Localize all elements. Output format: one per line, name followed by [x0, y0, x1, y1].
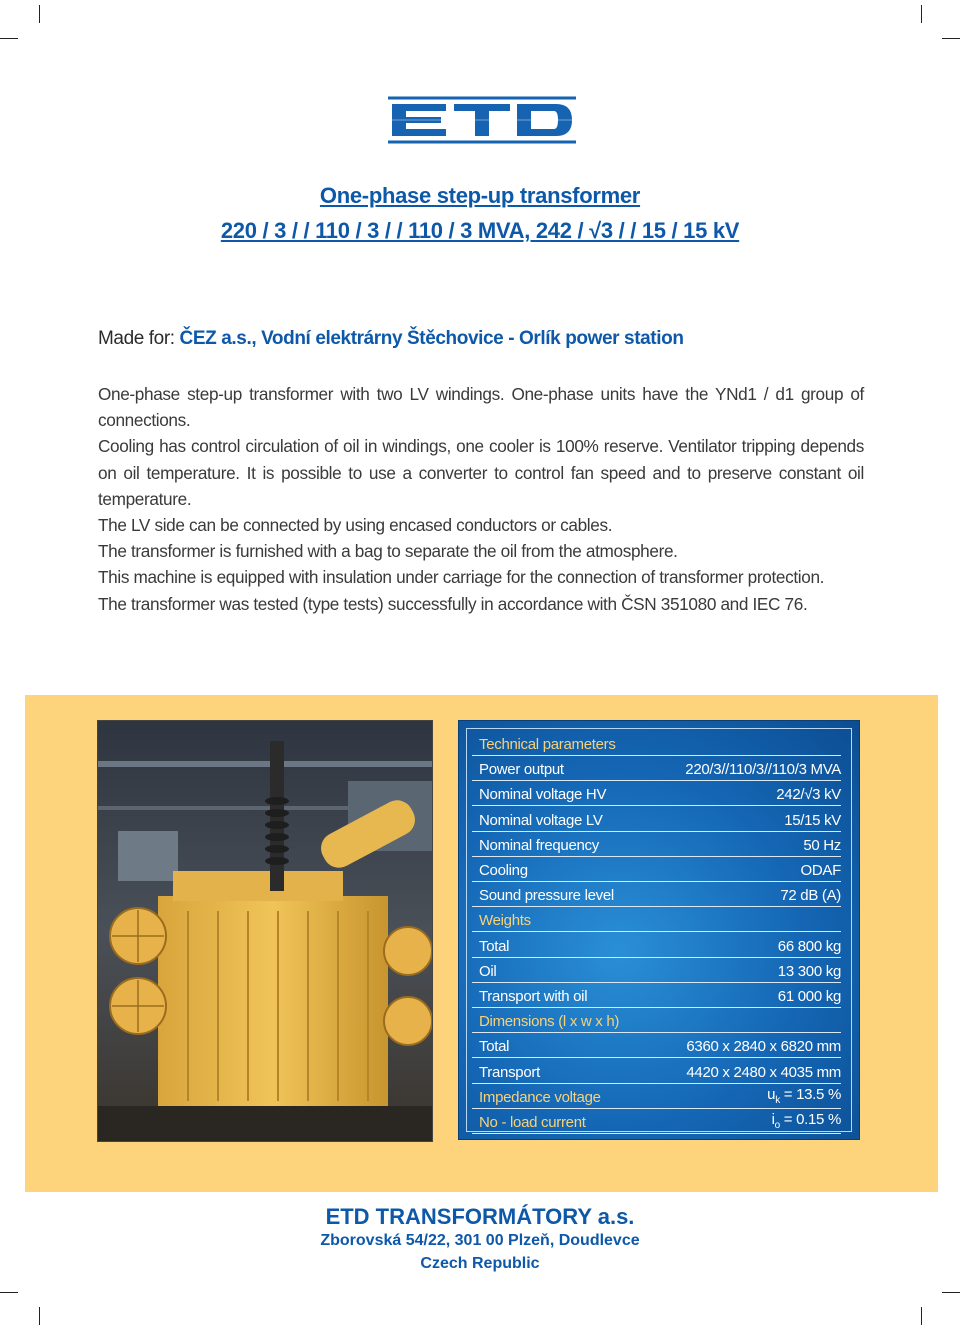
tech-row-label: Nominal frequency: [479, 836, 599, 854]
description-paragraph: Cooling has control circulation of oil in windings, one cooler is 100% reserve. Ventilator tripping depends on oil temperature. It is possible to use a converter to control fan speed and to preserve constant oil temperature.: [98, 436, 864, 509]
tech-row: [472, 1061, 841, 1084]
tech-row-label: Transport with oil: [479, 988, 588, 1005]
tech-row: [472, 985, 841, 1008]
tech-row: [472, 884, 841, 907]
tech-row-value-rest: = 13.5 %: [779, 1085, 841, 1103]
description-paragraph: This machine is equipped with insulation under carriage for the connection of transformer protection.: [98, 567, 825, 588]
tech-row: [472, 1111, 841, 1134]
description-paragraph: The LV side can be connected by using encased conductors or cables.: [98, 515, 613, 536]
tech-row-subscript: o: [774, 1120, 780, 1131]
client-name: ČEZ a.s., Vodní elektrárny Štěchovice - Orlík power station: [179, 328, 684, 349]
tech-row: [472, 783, 841, 806]
tech-row: [472, 909, 841, 932]
tech-row-value: 6360 x 2840 x 6820 mm: [686, 1038, 841, 1056]
description: [98, 381, 864, 617]
tech-row-value: 72 dB (A): [780, 887, 841, 905]
tech-row-value: 13 300 kg: [777, 962, 841, 980]
tech-row: [472, 935, 841, 958]
tech-row-label: Total: [479, 937, 510, 955]
tech-row-label: Oil: [479, 962, 497, 980]
tech-row: [472, 809, 841, 832]
tech-row-value: 15/15 kV: [784, 811, 841, 829]
tech-row: [472, 1010, 841, 1033]
tech-row-value-rest: = 0.15 %: [779, 1111, 841, 1128]
description-paragraph: The transformer was tested (type tests) successfully in accordance with ČSN 351080 and IEC 76.: [98, 593, 808, 614]
company-address: Zborovská 54/22, 301 00 Plzeň, Doudlevce: [320, 1232, 640, 1249]
tech-row-symbol: u: [767, 1085, 776, 1103]
tech-row-label: Technical parameters: [479, 736, 616, 753]
tech-row-value: 61 000 kg: [777, 988, 841, 1005]
tech-row-label: Total: [479, 1038, 510, 1056]
crop-mark: [0, 1292, 18, 1293]
tech-row-value: 50 Hz: [803, 836, 841, 854]
crop-mark: [921, 5, 922, 23]
document-title: One-phase step-up transformer: [319, 183, 641, 208]
tech-row-label: Sound pressure level: [479, 887, 614, 905]
crop-mark: [39, 5, 40, 23]
made-for-prefix: Made for:: [98, 328, 180, 349]
crop-mark: [921, 1307, 922, 1325]
description-paragraph: The transformer is furnished with a bag to separate the oil from the atmosphere.: [98, 541, 678, 562]
document-subtitle: 220 / 3 / / 110 / 3 / / 110 / 3 MVA, 242 / √3 / / 15 / 15 kV: [220, 218, 740, 243]
tech-row-label: Nominal voltage HV: [479, 786, 607, 804]
tech-row-value: ODAF: [800, 862, 841, 879]
tech-row-label: Weights: [479, 912, 531, 930]
description-paragraph: One-phase step-up transformer with two LV windings. One-phase units have the YNd1 / d1 group of connections.: [98, 384, 864, 431]
tech-row-value: 242/√3 kV: [776, 786, 841, 804]
tech-row-value: 66 800 kg: [777, 937, 841, 955]
tech-row-value: [772, 1111, 841, 1131]
transformer-photo: [97, 720, 433, 1142]
tech-row-value: 220/3//110/3//110/3 MVA: [685, 761, 841, 779]
tech-row: [472, 859, 841, 882]
tech-row-label: Power output: [479, 761, 564, 779]
tech-row: [472, 733, 841, 756]
tech-row-value: [767, 1086, 841, 1106]
tech-row-label: Cooling: [479, 862, 528, 879]
company-name: ETD TRANSFORMÁTORY a.s.: [325, 1204, 635, 1229]
company-country: Czech Republic: [420, 1255, 540, 1272]
made-for-line: [98, 328, 684, 350]
tech-row: [472, 1035, 841, 1058]
tech-row: [472, 1086, 841, 1109]
technical-parameters-table: [458, 720, 860, 1140]
crop-mark: [39, 1307, 40, 1325]
tech-row-label: Dimensions (l x w x h): [479, 1013, 620, 1031]
crop-mark: [0, 38, 18, 39]
tech-row: [472, 758, 841, 781]
tech-row-label: Transport: [479, 1063, 540, 1081]
tech-row: [472, 960, 841, 983]
tech-row-subscript: k: [775, 1094, 780, 1106]
tech-row-value: 4420 x 2480 x 4035 mm: [686, 1063, 841, 1081]
tech-row-symbol: i: [771, 1111, 775, 1128]
crop-mark: [942, 38, 960, 39]
tech-row-label: Impedance voltage: [479, 1088, 601, 1106]
crop-mark: [942, 1292, 960, 1293]
tech-row: [472, 834, 841, 857]
tech-row-label: Nominal voltage LV: [479, 811, 603, 829]
etd-logo: [386, 96, 578, 144]
tech-row-label: No - load current: [479, 1114, 586, 1131]
